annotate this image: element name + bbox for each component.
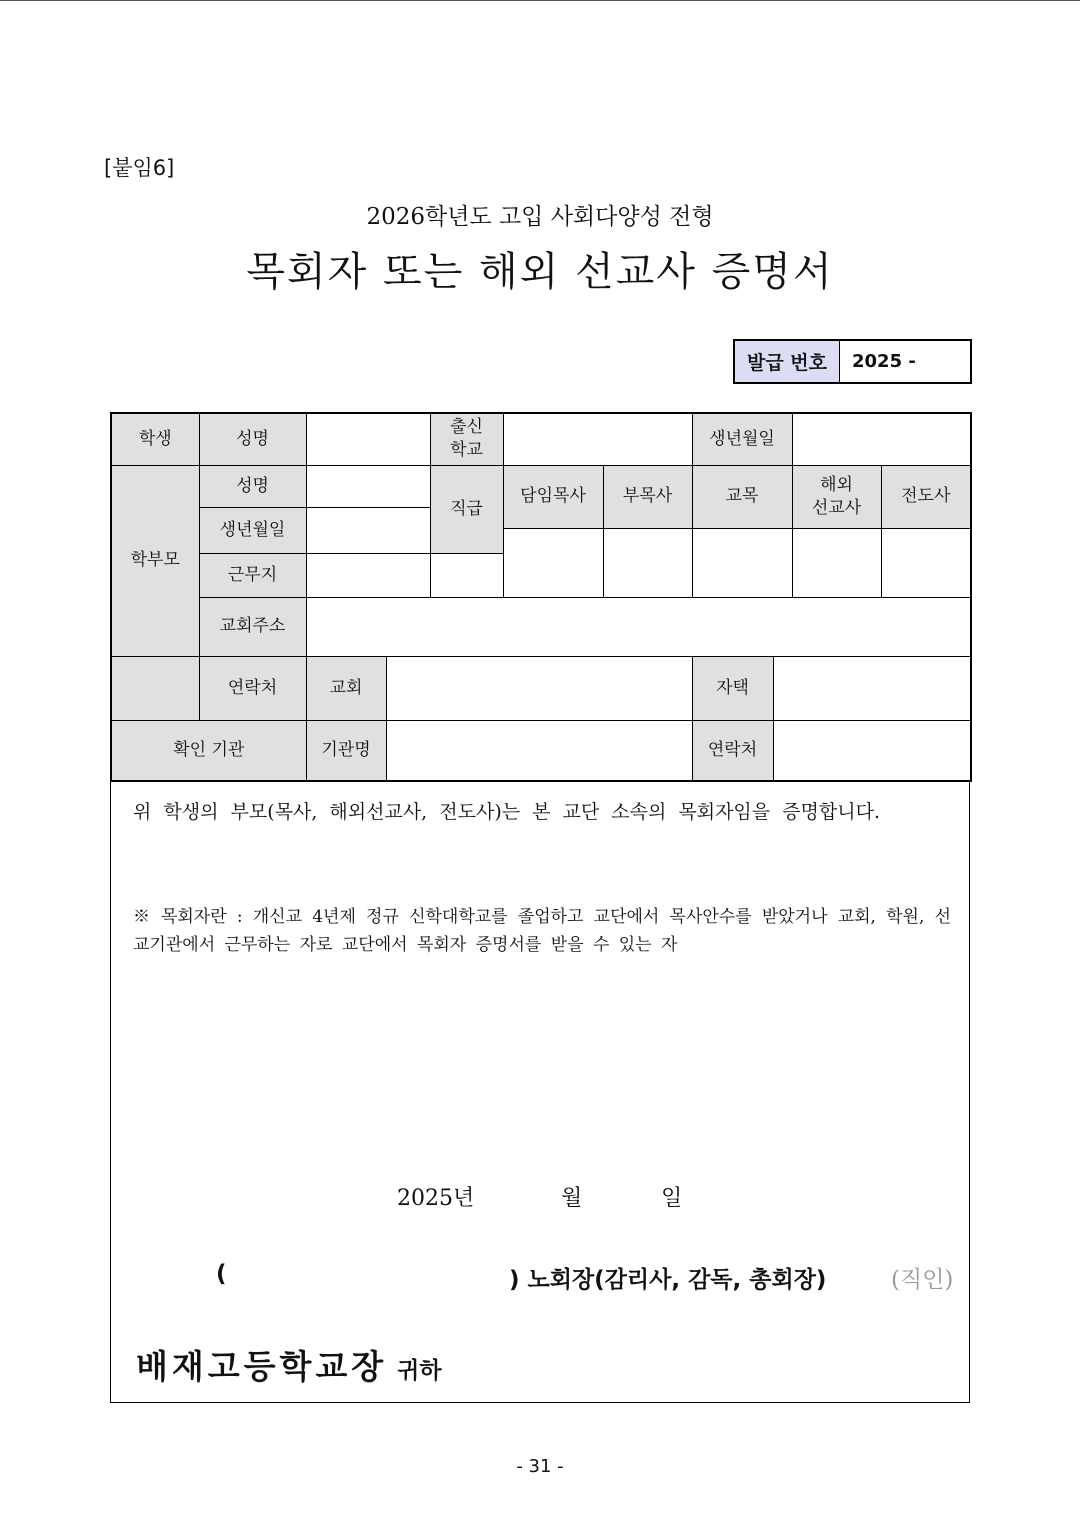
chaplain-check[interactable] [692, 528, 792, 597]
origin-school-label: 출신 학교 [430, 413, 503, 465]
form-subtitle: 2026학년도 고입 사회다양성 전형 [366, 204, 714, 230]
origin-school-field[interactable] [503, 413, 692, 465]
home-phone-label: 자택 [692, 656, 773, 720]
date-year: 2025년 [397, 1186, 475, 1211]
date-day: 일 [661, 1186, 683, 1211]
attachment-label: [붙임6] [104, 156, 175, 180]
student-name-label: 성명 [199, 413, 306, 465]
top-border-line [0, 0, 1080, 1]
date-month: 월 [561, 1186, 583, 1211]
position-senior-pastor: 담임목사 [503, 465, 603, 528]
org-name-field[interactable] [386, 720, 692, 781]
evangelist-check[interactable] [881, 528, 971, 597]
church-phone-field[interactable] [386, 656, 692, 720]
parent-name-field[interactable] [306, 465, 430, 507]
verifier-label: 확인 기관 [111, 720, 306, 781]
page-number: - 31 - [516, 1456, 564, 1477]
signature-open-paren: ( [216, 1261, 227, 1287]
recipient-line [136, 1341, 442, 1388]
issue-number-label: 발급 번호 [735, 341, 840, 382]
certificate-body [110, 781, 970, 1403]
student-birth-field[interactable] [792, 413, 971, 465]
position-associate-pastor: 부목사 [603, 465, 692, 528]
position-evangelist: 전도사 [881, 465, 971, 528]
position-missionary: 해외 선교사 [792, 465, 881, 528]
home-phone-field[interactable] [773, 656, 971, 720]
signature-title: ) 노회장(감리사, 감독, 총회장) [509, 1267, 827, 1293]
workplace-field[interactable] [306, 553, 430, 597]
seal-mark: (직인) [891, 1267, 954, 1293]
parent-birth-field[interactable] [306, 507, 430, 553]
issue-number-field[interactable]: 2025 - [852, 351, 916, 372]
issue-number-box [733, 339, 972, 384]
certificate-table [110, 412, 972, 782]
parent-name-label: 성명 [199, 465, 306, 507]
org-name-label: 기관명 [306, 720, 386, 781]
position-label: 직급 [430, 465, 503, 553]
parent-birth-label: 생년월일 [199, 507, 306, 553]
workplace-label: 근무지 [199, 553, 306, 597]
associate-pastor-check[interactable] [603, 528, 692, 597]
form-title: 목회자 또는 해외 선교사 증명서 [246, 249, 834, 295]
recipient-honorific: 귀하 [397, 1358, 442, 1384]
certification-statement: 위 학생의 부모(목사, 해외선교사, 전도사)는 본 교단 소속의 목회자임을 증명합니다. [133, 801, 880, 823]
senior-pastor-check[interactable] [503, 528, 603, 597]
parent-header-cont [111, 656, 199, 720]
pastor-definition-note: ※ 목회자란 : 개신교 4년제 정규 신학대학교를 졸업하고 교단에서 목사안수를 받았거나 교회, 학원, 선교기관에서 근무하는 자로 교단에서 목회자 증명서를 받을 수 있는 자 [133, 907, 951, 955]
church-address-field[interactable] [306, 597, 971, 656]
position-chaplain: 교목 [692, 465, 792, 528]
church-address-label: 교회주소 [199, 597, 306, 656]
student-header: 학생 [111, 413, 199, 465]
org-contact-field[interactable] [773, 720, 971, 781]
recipient-name: 배재고등학교장 [136, 1347, 388, 1386]
church-phone-label: 교회 [306, 656, 386, 720]
student-name-field[interactable] [306, 413, 430, 465]
parent-header: 학부모 [111, 465, 199, 656]
contact-label: 연락처 [199, 656, 306, 720]
missionary-check[interactable] [792, 528, 881, 597]
org-contact-label: 연락처 [692, 720, 773, 781]
student-birth-label: 생년월일 [692, 413, 792, 465]
